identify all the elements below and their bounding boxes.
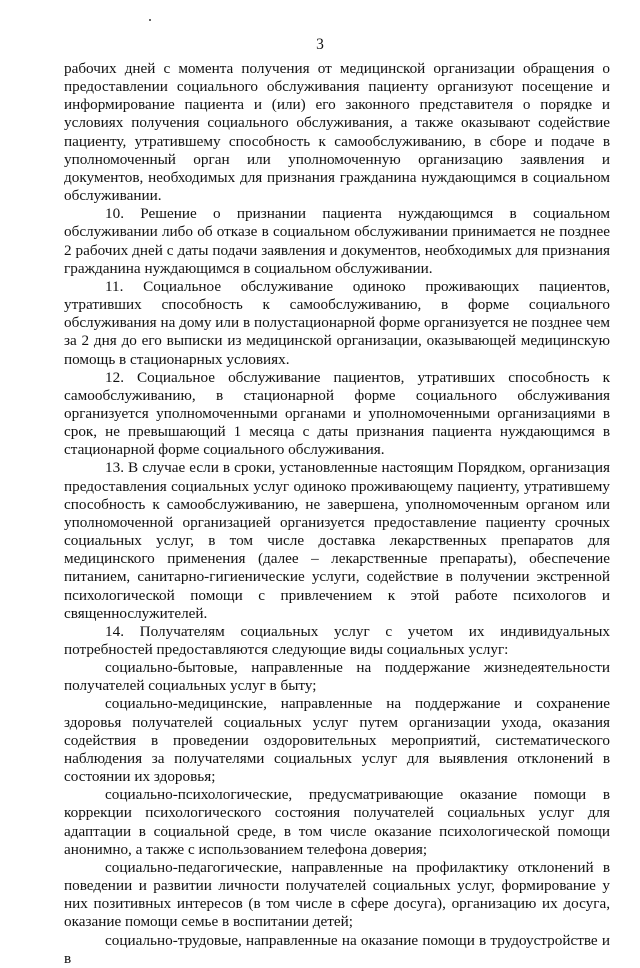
paragraph-14: 14. Получателям социальных услуг с учетом их индивидуальных потребностей предоставляются следующие виды социальных услуг:	[64, 622, 610, 658]
paragraph-12: 12. Социальное обслуживание пациентов, утративших способность к самообслуживанию, в стационарной форме социального обслуживания организуется уполномоченными органами и уполномоченными организациями в срок, не превышающий 1 месяца с даты признания пациента нуждающимся в стационарной форме социального обслуживания.	[64, 368, 610, 459]
paragraph-13: 13. В случае если в сроки, установленные настоящим Порядком, организация предоставления социальных услуг одиноко проживающему пациенту, утратившему способность к самообслуживанию, не завершена, уполномоченным органом или уполномоченной организацией организуется предоставление пациенту срочных социальных услуг, в том числе доставка лекарственных препаратов для медицинского применения (далее – лекарственные препараты), обеспечение питанием, санитарно-гигиенические услуги, содействие в получении экстренной психологической помощи с привлечением к этой работе психологов и священнослужителей.	[64, 459, 610, 622]
list-item-social-labor: социально-трудовые, направленные на оказание помощи в трудоустройстве и в	[64, 931, 610, 967]
scan-speck	[149, 19, 151, 21]
paragraph-10: 10. Решение о признании пациента нуждающимся в социальном обслуживании либо об отказе в социальном обслуживании принимается не позднее 2 рабочих дней с даты подачи заявления и документов, необходимых для признания гражданина нуждающимся в социальном обслуживании.	[64, 205, 610, 277]
paragraph-11: 11. Социальное обслуживание одиноко проживающих пациентов, утративших способность к самообслуживанию, в форме социального обслуживания на дому или в полустационарной форме организуется не позднее чем за 2 дня до его выписки из медицинской организации, оказывающей медицинскую помощь в стационарных условиях.	[64, 277, 610, 368]
paragraph-continuation: рабочих дней с момента получения от медицинской организации обращения о предоставлении социального обслуживания пациенту организуют посещение и информирование пациента и (или) его законного представителя о порядке и условиях получения социального обслуживания, а также оказывают содействие пациенту, утратившему способность к самообслуживанию, в сборе и подаче в уполномоченный орган или уполномоченную организацию заявления и документов, необходимых для признания гражданина нуждающимся в социальном обслуживании.	[64, 60, 610, 205]
page-number: 3	[316, 36, 324, 53]
document-body	[64, 60, 610, 968]
list-item-social-household: социально-бытовые, направленные на поддержание жизнедеятельности получателей социальных услуг в быту;	[64, 659, 610, 695]
list-item-social-psychological: социально-психологические, предусматривающие оказание помощи в коррекции психологического состояния получателей социальных услуг для адаптации в социальной среде, в том числе оказание психологической помощи анонимно, а также с использованием телефона доверия;	[64, 786, 610, 858]
list-item-social-pedagogical: социально-педагогические, направленные на профилактику отклонений в поведении и развитии личности получателей социальных услуг, формирование у них позитивных интересов (в том числе в сфере досуга), организацию их досуга, оказание помощи семье в воспитании детей;	[64, 858, 610, 931]
list-item-social-medical: социально-медицинские, направленные на поддержание и сохранение здоровья получателей социальных услуг путем организации ухода, оказания содействия в проведении оздоровительных мероприятий, систематического наблюдения за получателями социальных услуг для выявления отклонений в состоянии их здоровья;	[64, 695, 610, 786]
